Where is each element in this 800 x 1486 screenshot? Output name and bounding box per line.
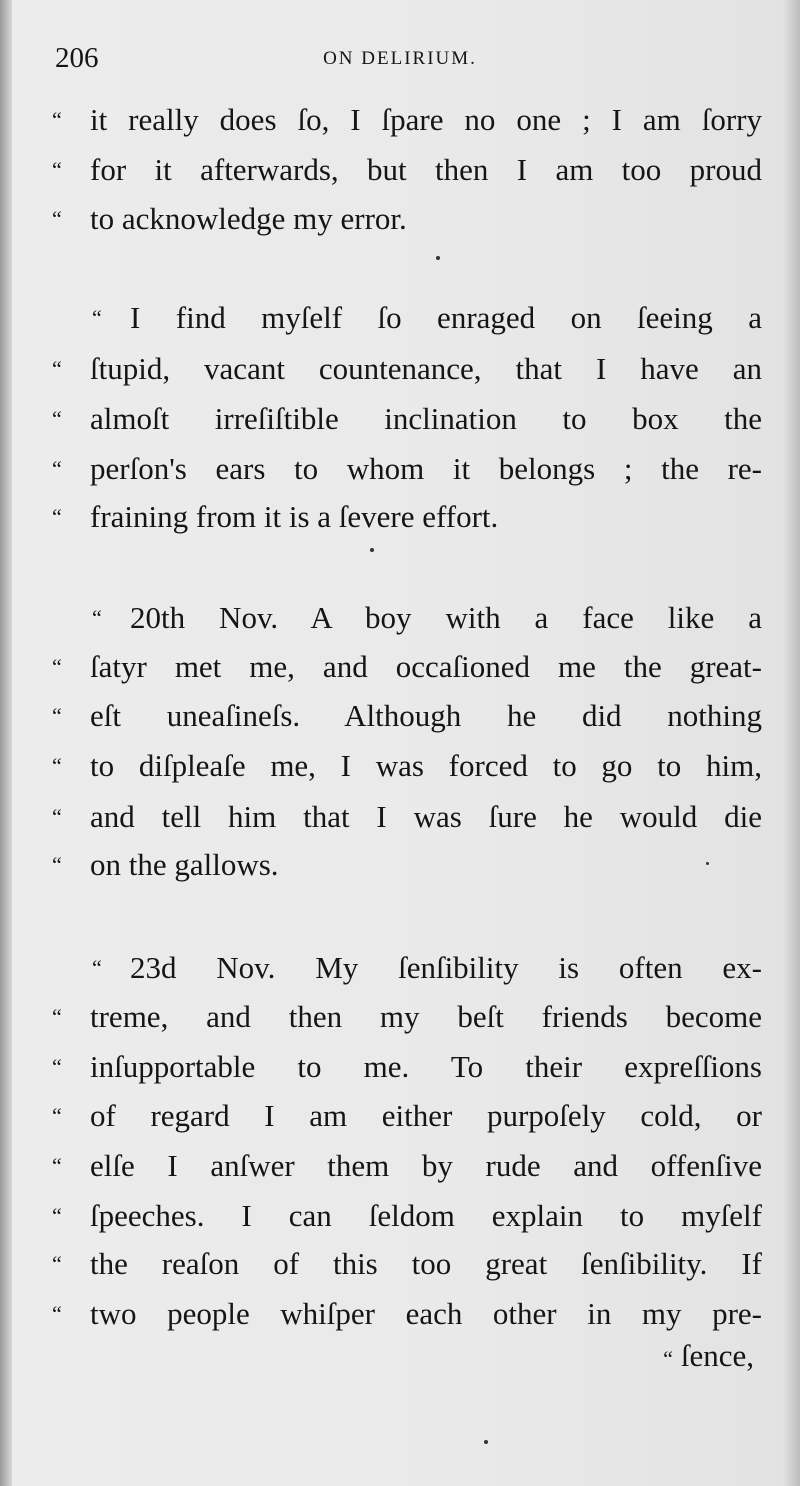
line-text: inſupportable to me. To their expreſſions: [90, 1049, 762, 1084]
line-text: to acknowledge my error.: [90, 201, 407, 236]
line-text: the reaſon of this too great ſenſibility. If: [90, 1246, 762, 1281]
quote-mark: “: [52, 1301, 62, 1326]
text-line: [52, 1292, 762, 1336]
text-line: [52, 596, 762, 640]
quote-mark: “: [92, 955, 102, 980]
quote-mark: “: [52, 456, 62, 481]
quote-mark: “: [52, 1103, 62, 1128]
page-number: 206: [55, 42, 99, 74]
quote-mark: “: [52, 703, 62, 728]
line-text: I find myſelf ſo enraged on ſeeing a: [130, 300, 762, 335]
line-text: almoſt irreſiſtible inclination to box the: [90, 401, 762, 436]
print-speck: [370, 548, 374, 552]
text-line: [52, 1144, 762, 1188]
quote-mark: “: [52, 1203, 62, 1228]
text-line: [52, 296, 762, 340]
catchword-text: ſence,: [680, 1338, 754, 1373]
text-line: [52, 1094, 762, 1138]
quote-mark: “: [52, 157, 62, 182]
text-line: [52, 98, 762, 142]
line-text: treme, and then my beſt friends become: [90, 999, 762, 1034]
line-text: of regard I am either purpoſely cold, or: [90, 1098, 762, 1133]
line-text: ſatyr met me, and occaſioned me the great-: [90, 649, 762, 684]
line-text: on the gallows.: [90, 847, 279, 882]
running-head: ON DELIRIUM.: [323, 48, 477, 69]
quote-mark: “: [52, 1054, 62, 1079]
line-text: and tell him that I was ſure he would die: [90, 799, 762, 834]
text-line: [52, 148, 762, 192]
text-line: [52, 694, 762, 738]
text-line: [52, 1045, 762, 1089]
line-text: ſpeeches. I can ſeldom explain to myſelf: [90, 1198, 762, 1233]
text-line: [52, 495, 762, 539]
text-line: [52, 397, 762, 441]
quote-mark: “: [52, 107, 62, 132]
line-text: elſe I anſwer them by rude and offenſive: [90, 1148, 762, 1183]
quote-mark: “: [52, 1153, 62, 1178]
quote-mark: “: [92, 605, 102, 630]
line-text: for it afterwards, but then I am too proud: [90, 152, 762, 187]
text-line: [52, 1194, 762, 1238]
quote-mark: “: [52, 1004, 62, 1029]
text-line: [52, 995, 762, 1039]
quote-mark: “: [92, 305, 102, 330]
page-header: [0, 42, 800, 82]
quote-mark: “: [52, 804, 62, 829]
quote-mark: “: [52, 206, 62, 231]
quote-mark: “: [52, 1251, 62, 1276]
text-line: [52, 347, 762, 391]
print-speck: [436, 256, 440, 260]
print-speck: [706, 862, 709, 865]
text-line: [52, 946, 762, 990]
text-line: [52, 447, 762, 491]
line-text: ſtupid, vacant countenance, that I have an: [90, 351, 762, 386]
print-speck: [484, 1440, 488, 1444]
line-text: perſon's ears to whom it belongs ; the re-: [90, 451, 762, 486]
line-text: eſt uneaſineſs. Although he did nothing: [90, 698, 762, 733]
quote-mark: “: [52, 753, 62, 778]
line-text: 20th Nov. A boy with a face like a: [130, 600, 762, 635]
text-line: [52, 1242, 762, 1286]
quote-mark: “: [52, 654, 62, 679]
text-line: [52, 843, 762, 887]
line-text: fraining from it is a ſevere effort.: [90, 499, 499, 534]
catchword: [663, 1338, 754, 1374]
text-line: [52, 645, 762, 689]
quote-mark: “: [52, 852, 62, 877]
quote-mark: “: [52, 356, 62, 381]
line-text: it really does ſo, I ſpare no one ; I am ſorry: [90, 102, 762, 137]
text-line: [52, 197, 762, 241]
quote-mark: “: [52, 406, 62, 431]
quote-mark: “: [663, 1346, 673, 1371]
text-line: [52, 795, 762, 839]
line-text: two people whiſper each other in my pre-: [90, 1296, 762, 1331]
line-text: to diſpleaſe me, I was forced to go to him,: [90, 748, 762, 783]
text-line: [52, 744, 762, 788]
line-text: 23d Nov. My ſenſibility is often ex-: [130, 950, 762, 985]
quote-mark: “: [52, 504, 62, 529]
